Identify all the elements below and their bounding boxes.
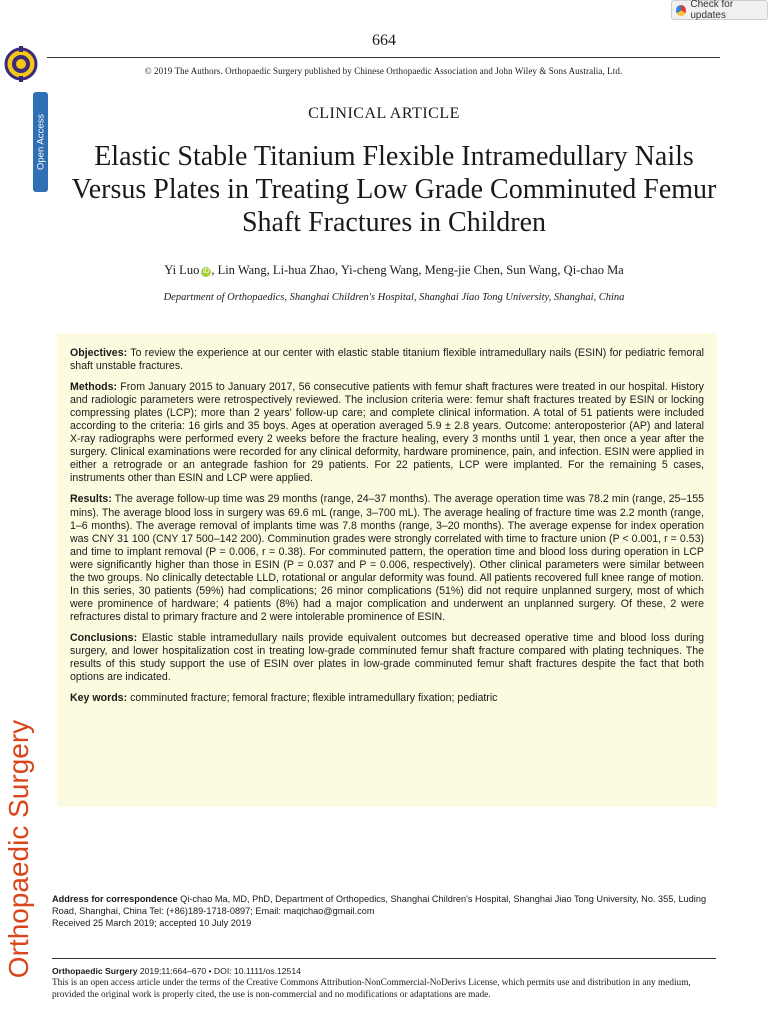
conclusions-text: Elastic stable intramedullary nails provide equivalent outcomes but decreased operative time and blood loss during surgery, and lower hospitalization cost in treating low-grade comminuted femur shaft fracture compared with plating techniques. The results of this study support the use of ESIN over plates in low-grade comminuted femur shaft fractures despite the fact that both options are indicated. — [70, 631, 704, 684]
orcid-icon[interactable]: iD — [203, 268, 210, 275]
correspondence-heading: Address for correspondence — [52, 894, 178, 904]
footer-divider — [52, 958, 716, 959]
citation-line — [52, 965, 716, 977]
abstract-box — [57, 333, 717, 807]
footer-journal: Orthopaedic Surgery — [52, 966, 138, 976]
abstract-conclusions — [70, 632, 704, 684]
check-for-updates-label: Check for updates — [690, 0, 734, 21]
page-footer — [52, 965, 716, 1001]
methods-heading: Methods: — [70, 381, 118, 394]
open-access-label: Open Access — [35, 114, 46, 170]
license-text: This is an open access article under the terms of the Creative Commons Attribution-NonCommercial-NoDerivs License, which permits use and distribution in any medium, provided the original work is properly cited, the use is non-commercial and no modifications or adaptations are made. — [52, 978, 691, 1000]
page-number: 664 — [372, 32, 396, 49]
first-author[interactable]: Yi Luo — [164, 263, 200, 277]
correspondence-block — [52, 893, 716, 929]
article-title: Elastic Stable Titanium Flexible Intramedullary Nails Versus Plates in Treating Low Grade Comminuted Femur Shaft Fractures in Children — [71, 141, 717, 238]
top-divider — [47, 57, 720, 58]
results-heading: Results: — [70, 493, 112, 506]
abstract-methods — [70, 381, 704, 485]
crossmark-icon — [676, 5, 686, 16]
results-text: The average follow-up time was 29 months (range, 24–37 months). The average operation time was 78.2 min (range, 25–155 mins). The average blood loss in surgery was 69.6 mL (range, 3–700 mL). The average healing of fracture time was 2.2 month (range, 1–6 months). The average removal of implants time was 7.8 months (range, 3–20 months). The average expense for index operation was CNY 31 100 (CNY 17 500–142 200). Comminution grades were strongly correlated with time to fracture union (P < 0.001, r = 0.53) and time to implant removal (P = 0.006, r = 0.38). For comminuted pattern, the operation time and blood loss during operation in LCP were significantly higher than those in ESIN (P = 0.037 and P = 0.006, respectively). Other clinical parameters were similar between the two groups. No clinically detectable LLD, rotational or angular deformity was found. All patients recovered full knee range of motion. In this series, 30 patients (59%) had complications; 26 minor complications (51%) did not require unplanned surgery, most of which were prominence of hardware; 4 patients (8%) had a major complication and underwent an unplanned surgery. Of these, 2 were refractures distal to primary fracture and 2 were intolerable prominence of ESIN. — [70, 493, 704, 623]
conclusions-heading: Conclusions: — [70, 631, 138, 644]
footer-citation[interactable]: 2019;11:664–670 • DOI: 10.1111/os.12514 — [139, 966, 301, 976]
abstract-objectives — [70, 347, 704, 373]
correspondence-text: Qi-chao Ma, MD, PhD, Department of Orthopedics, Shanghai Children's Hospital, Shanghai Jiao Tong University, No. 355, Luding Road, Shanghai, China Tel: (+86)189-1718-0897; Email: maqichao@gmail.com — [52, 894, 707, 916]
check-for-updates-button[interactable] — [671, 0, 768, 20]
article-type: CLINICAL ARTICLE — [308, 105, 460, 122]
keywords-heading: Key words: — [70, 692, 128, 705]
received-dates: Received 25 March 2019; accepted 10 July 2019 — [52, 918, 252, 928]
methods-text: From January 2015 to January 2017, 56 consecutive patients with femur shaft fractures were treated in our hospital. History and radiologic parameters were retrospectively reviewed. The inclusion criteria were: femur shaft fractures treated by ESIN or locking compressing plates (LCP); more than 2 years' follow-up care; and complete clinical information. A total of 51 patients were included according to the criteria: 16 girls and 35 boys. Ages at operation averaged 5.9 ± 2.8 years. Outcome: anteroposterior (AP) and lateral X-ray radiographs were performed every 2 weeks before the fracture healing, every 3 months until 1 year, then once a year after the surgery. Clinical examinations were recorded for any clinical deformity, hardware prominence, pain, and infection. ESIN were applied in either a retrograde or an antegrade fashion for 29 patients. For 22 patients, LCP were implanted. For the remaining 5 cases, instruments other than ESIN and LCP were applied. — [70, 381, 704, 485]
abstract-keywords — [70, 692, 704, 705]
objectives-heading: Objectives: — [70, 347, 128, 359]
other-authors: , Lin Wang, Li-hua Zhao, Yi-cheng Wang, Meng-jie Chen, Sun Wang, Qi-chao Ma — [211, 263, 624, 277]
objectives-text: To review the experience at our center with elastic stable titanium flexible intramedullary nails (ESIN) for pediatric femoral shaft unstable fractures. — [70, 347, 704, 373]
abstract-results — [70, 493, 704, 623]
affiliation: Department of Orthopaedics, Shanghai Children's Hospital, Shanghai Jiao Tong University, Shanghai, China — [163, 292, 625, 303]
journal-side-title: Orthopaedic Surgery — [3, 719, 34, 979]
copyright-line: © 2019 The Authors. Orthopaedic Surgery published by Chinese Orthopaedic Association and John Wiley & Sons Australia, Ltd. — [144, 66, 623, 76]
keywords-text: comminuted fracture; femoral fracture; flexible intramedullary fixation; pediatric — [130, 692, 498, 705]
author-list — [60, 263, 728, 278]
